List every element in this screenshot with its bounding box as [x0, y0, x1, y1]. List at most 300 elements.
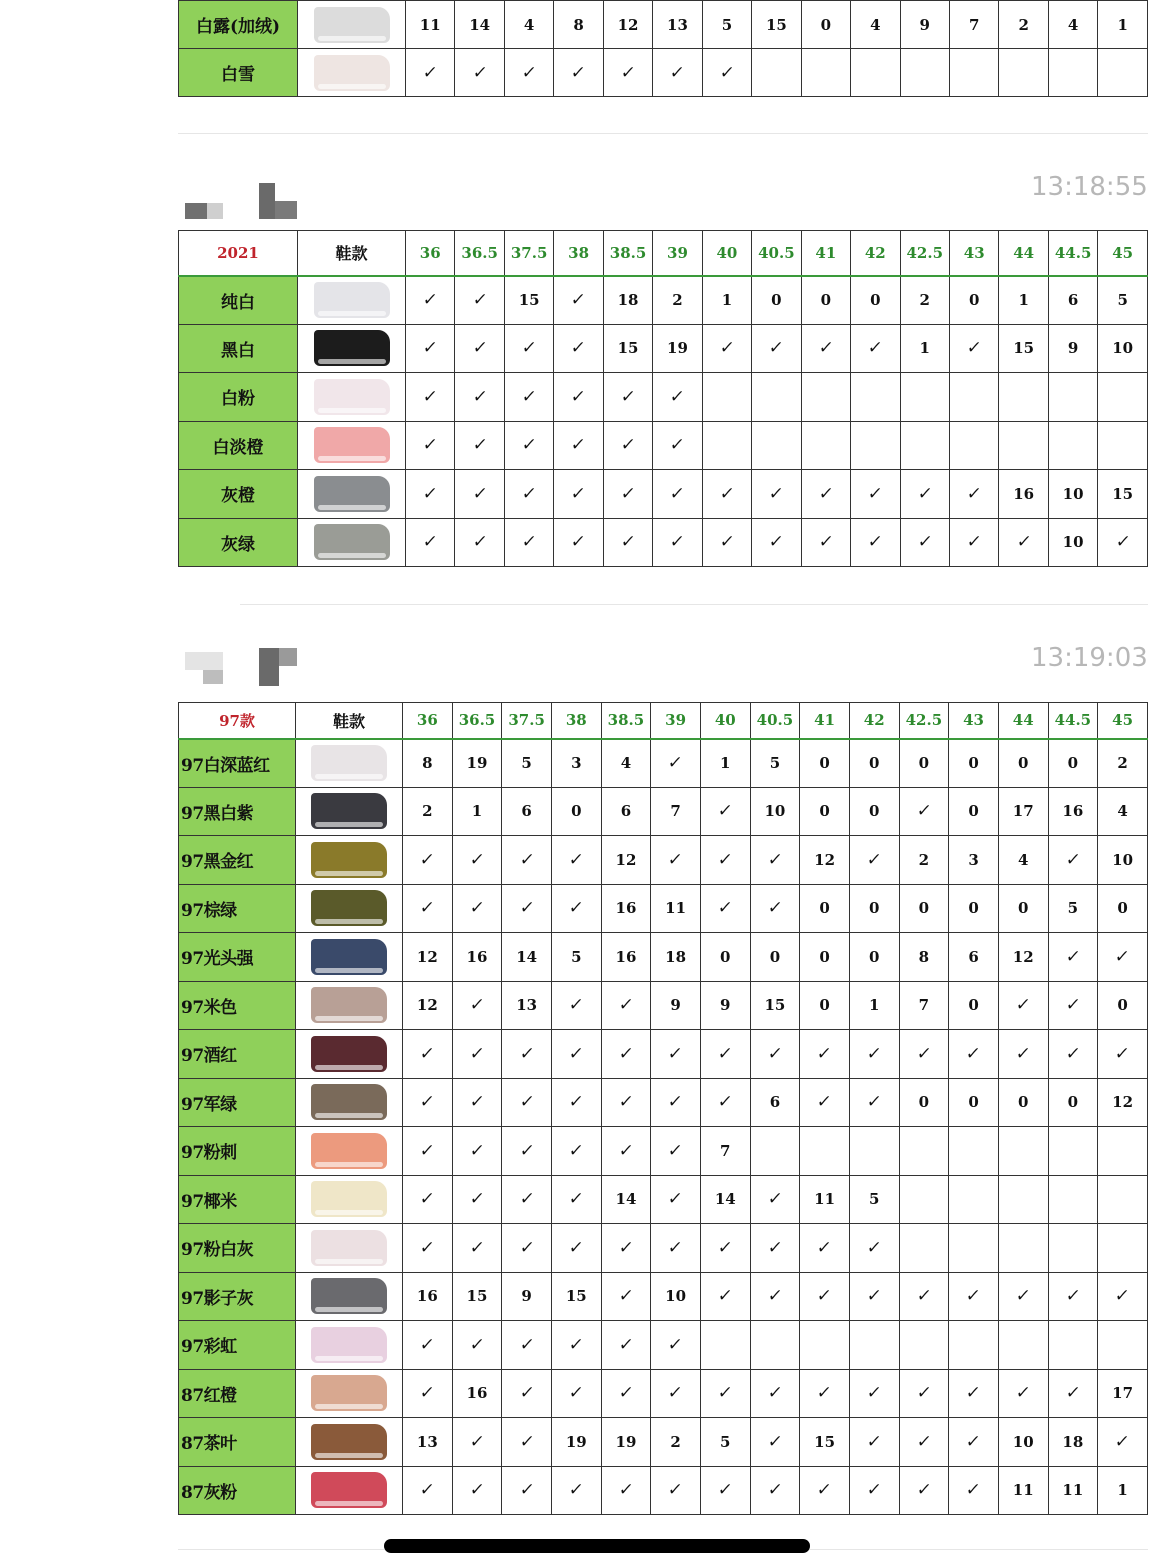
check-mark-icon: ✓	[1114, 1431, 1132, 1452]
shoe-thumbnail-cell	[298, 470, 406, 519]
check-mark-icon: ✓	[421, 338, 439, 359]
in-stock-check-cell	[601, 1321, 651, 1370]
check-mark-icon: ✓	[667, 1140, 685, 1161]
in-stock-check-cell	[502, 1418, 552, 1467]
in-stock-check-cell	[502, 836, 552, 885]
stock-count-cell: 8	[554, 1, 603, 49]
check-mark-icon: ✓	[567, 1140, 585, 1161]
table-row	[179, 1127, 1148, 1176]
table-row	[179, 373, 1148, 422]
check-mark-icon: ✓	[570, 483, 588, 504]
stock-count-cell: 1	[452, 787, 502, 836]
shoe-thumbnail-cell	[296, 1272, 403, 1321]
shoe-colorway-name: 97军绿	[179, 1078, 296, 1127]
check-mark-icon: ✓	[667, 1237, 685, 1258]
in-stock-check-cell	[603, 49, 652, 97]
in-stock-check-cell	[1098, 933, 1148, 982]
stock-count-cell: 0	[949, 739, 999, 788]
stock-count-cell: 3	[949, 836, 999, 885]
in-stock-check-cell	[800, 1224, 850, 1273]
in-stock-check-cell	[406, 324, 455, 373]
stock-count-cell	[1048, 1224, 1098, 1273]
stock-count-cell: 0	[949, 1078, 999, 1127]
in-stock-check-cell	[406, 470, 455, 519]
in-stock-check-cell	[603, 373, 652, 422]
stock-count-cell	[752, 49, 801, 97]
in-stock-check-cell	[601, 1466, 651, 1515]
in-stock-check-cell	[403, 1127, 453, 1176]
size-header: 44	[998, 703, 1048, 739]
in-stock-check-cell	[752, 518, 801, 567]
in-stock-check-cell	[551, 836, 601, 885]
stock-count-cell	[949, 421, 998, 470]
stock-count-cell: 12	[998, 933, 1048, 982]
stock-count-cell: 7	[899, 981, 949, 1030]
in-stock-check-cell	[899, 1418, 949, 1467]
size-header: 43	[949, 231, 998, 276]
check-mark-icon: ✓	[667, 753, 685, 773]
in-stock-check-cell	[455, 324, 504, 373]
stock-count-cell	[801, 373, 850, 422]
stock-count-cell	[899, 1224, 949, 1273]
in-stock-check-cell	[750, 836, 800, 885]
shoe-thumbnail-cell	[296, 1030, 403, 1079]
in-stock-check-cell	[702, 324, 751, 373]
in-stock-check-cell	[949, 1418, 999, 1467]
stock-count-cell: 2	[653, 276, 702, 325]
check-mark-icon: ✓	[418, 1480, 436, 1501]
in-stock-check-cell	[949, 470, 998, 519]
check-mark-icon: ✓	[471, 290, 489, 310]
check-mark-icon: ✓	[915, 801, 933, 822]
stock-count-cell	[750, 1127, 800, 1176]
shoe-thumbnail-cell	[296, 1175, 403, 1224]
check-mark-icon: ✓	[567, 1480, 585, 1501]
check-mark-icon: ✓	[667, 849, 685, 870]
check-mark-icon: ✓	[619, 435, 637, 456]
shoe-image	[311, 987, 387, 1023]
in-stock-check-cell	[452, 836, 502, 885]
stock-count-cell: 14	[601, 1175, 651, 1224]
shoe-thumbnail-cell	[296, 1321, 403, 1370]
check-mark-icon: ✓	[1064, 946, 1082, 967]
stock-count-cell: 6	[1048, 276, 1097, 325]
in-stock-check-cell	[899, 1030, 949, 1079]
shoe-thumbnail-cell	[298, 518, 406, 567]
check-mark-icon: ✓	[965, 532, 983, 553]
check-mark-icon: ✓	[421, 435, 439, 456]
shoe-colorway-name: 黑白	[179, 324, 298, 373]
stock-count-cell: 14	[455, 1, 504, 49]
shoe-colorway-name: 灰橙	[179, 470, 298, 519]
in-stock-check-cell	[700, 884, 750, 933]
size-header: 42	[851, 231, 900, 276]
check-mark-icon: ✓	[817, 338, 835, 359]
size-header: 42.5	[900, 231, 949, 276]
check-mark-icon: ✓	[421, 386, 439, 407]
stock-count-cell: 4	[851, 1, 900, 49]
stock-count-cell: 12	[800, 836, 850, 885]
stock-count-cell: 0	[800, 739, 850, 788]
check-mark-icon: ✓	[667, 1383, 685, 1404]
check-mark-icon: ✓	[916, 532, 934, 553]
size-header: 36	[406, 231, 455, 276]
check-mark-icon: ✓	[766, 1431, 784, 1452]
check-mark-icon: ✓	[965, 1286, 983, 1307]
stock-count-cell	[1098, 1224, 1148, 1273]
table-row	[179, 1369, 1148, 1418]
check-mark-icon: ✓	[418, 1140, 436, 1161]
check-mark-icon: ✓	[965, 1043, 983, 1064]
in-stock-check-cell	[1098, 1272, 1148, 1321]
check-mark-icon: ✓	[667, 1092, 685, 1113]
stock-count-cell	[949, 49, 998, 97]
in-stock-check-cell	[900, 518, 949, 567]
in-stock-check-cell	[504, 49, 553, 97]
in-stock-check-cell	[851, 324, 900, 373]
size-header: 39	[653, 231, 702, 276]
in-stock-check-cell	[502, 1369, 552, 1418]
in-stock-check-cell	[651, 1127, 701, 1176]
check-mark-icon: ✓	[1014, 995, 1032, 1016]
check-mark-icon: ✓	[766, 1043, 784, 1064]
in-stock-check-cell	[452, 1466, 502, 1515]
stock-count-cell	[1098, 1175, 1148, 1224]
in-stock-check-cell	[851, 518, 900, 567]
check-mark-icon: ✓	[865, 1092, 883, 1113]
shoe-thumbnail-cell	[298, 373, 406, 422]
stock-count-cell: 1	[700, 739, 750, 788]
stock-count-cell: 17	[998, 787, 1048, 836]
stock-count-cell	[800, 1127, 850, 1176]
in-stock-check-cell	[601, 1030, 651, 1079]
shoe-thumbnail-cell	[296, 1224, 403, 1273]
shoe-colorway-name: 白淡橙	[179, 421, 298, 470]
in-stock-check-cell	[1098, 1030, 1148, 1079]
check-mark-icon: ✓	[816, 1480, 834, 1501]
check-mark-icon: ✓	[471, 483, 489, 504]
in-stock-check-cell	[554, 421, 603, 470]
sender-avatar-blurred	[185, 648, 300, 688]
shoe-colorway-name: 白雪	[179, 49, 298, 97]
in-stock-check-cell	[406, 276, 455, 325]
stock-count-cell: 15	[452, 1272, 502, 1321]
check-mark-icon: ✓	[866, 483, 884, 504]
check-mark-icon: ✓	[667, 1043, 685, 1064]
shoe-image	[311, 745, 387, 781]
check-mark-icon: ✓	[567, 849, 585, 870]
check-mark-icon: ✓	[716, 1286, 734, 1307]
shoe-image	[314, 282, 390, 318]
in-stock-check-cell	[801, 324, 850, 373]
check-mark-icon: ✓	[468, 995, 486, 1016]
shoe-image	[314, 427, 390, 463]
shoe-thumbnail-cell	[296, 1127, 403, 1176]
stock-table-2021	[178, 230, 1148, 567]
in-stock-check-cell	[403, 836, 453, 885]
check-mark-icon: ✓	[518, 1480, 536, 1501]
in-stock-check-cell	[949, 1030, 999, 1079]
shoe-colorway-name: 87茶叶	[179, 1418, 296, 1467]
shoe-colorway-name: 97椰米	[179, 1175, 296, 1224]
stock-count-cell	[1048, 1321, 1098, 1370]
in-stock-check-cell	[1048, 1272, 1098, 1321]
shoe-colorway-name: 97影子灰	[179, 1272, 296, 1321]
table-row	[179, 1224, 1148, 1273]
check-mark-icon: ✓	[716, 1092, 734, 1113]
in-stock-check-cell	[899, 787, 949, 836]
check-mark-icon: ✓	[816, 1237, 834, 1258]
in-stock-check-cell	[554, 470, 603, 519]
in-stock-check-cell	[702, 49, 751, 97]
check-mark-icon: ✓	[866, 338, 884, 359]
check-mark-icon: ✓	[570, 338, 588, 359]
stock-count-cell: 15	[603, 324, 652, 373]
check-mark-icon: ✓	[866, 532, 884, 553]
stock-count-cell	[899, 1127, 949, 1176]
shoe-thumbnail-cell	[298, 324, 406, 373]
stock-count-cell: 10	[1098, 324, 1148, 373]
table-row	[179, 421, 1148, 470]
stock-count-cell	[800, 1321, 850, 1370]
check-mark-icon: ✓	[816, 1092, 834, 1113]
in-stock-check-cell	[849, 1418, 899, 1467]
check-mark-icon: ✓	[965, 1431, 983, 1452]
stock-count-cell	[1098, 49, 1148, 97]
check-mark-icon: ✓	[766, 849, 784, 870]
check-mark-icon: ✓	[716, 1043, 734, 1064]
size-header: 38	[551, 703, 601, 739]
shoe-image	[311, 1230, 387, 1266]
check-mark-icon: ✓	[766, 1237, 784, 1258]
message-timestamp: 13:18:55	[1031, 172, 1148, 202]
stock-count-cell: 0	[1048, 739, 1098, 788]
check-mark-icon: ✓	[1064, 849, 1082, 870]
in-stock-check-cell	[999, 518, 1048, 567]
stock-count-cell: 15	[750, 981, 800, 1030]
in-stock-check-cell	[653, 49, 702, 97]
stock-count-cell	[1098, 1127, 1148, 1176]
shoe-image	[314, 379, 390, 415]
in-stock-check-cell	[949, 518, 998, 567]
in-stock-check-cell	[750, 1224, 800, 1273]
table-row	[179, 739, 1148, 788]
stock-count-cell: 4	[504, 1, 553, 49]
check-mark-icon: ✓	[916, 483, 934, 504]
in-stock-check-cell	[702, 470, 751, 519]
check-mark-icon: ✓	[520, 338, 538, 359]
stock-count-cell: 2	[651, 1418, 701, 1467]
size-header: 41	[800, 703, 850, 739]
check-mark-icon: ✓	[617, 1334, 635, 1355]
in-stock-check-cell	[452, 1321, 502, 1370]
check-mark-icon: ✓	[567, 1189, 585, 1210]
stock-count-cell	[949, 1321, 999, 1370]
check-mark-icon: ✓	[716, 849, 734, 870]
shoe-image	[314, 524, 390, 560]
check-mark-icon: ✓	[617, 1043, 635, 1064]
in-stock-check-cell	[455, 276, 504, 325]
in-stock-check-cell	[801, 518, 850, 567]
stock-count-cell: 5	[551, 933, 601, 982]
stock-count-cell	[900, 373, 949, 422]
in-stock-check-cell	[700, 1272, 750, 1321]
stock-count-cell: 0	[800, 981, 850, 1030]
in-stock-check-cell	[403, 1224, 453, 1273]
stock-count-cell	[851, 421, 900, 470]
stock-count-cell	[998, 1321, 1048, 1370]
check-mark-icon: ✓	[667, 1334, 685, 1355]
check-mark-icon: ✓	[817, 532, 835, 553]
check-mark-icon: ✓	[1114, 532, 1132, 553]
in-stock-check-cell	[752, 470, 801, 519]
check-mark-icon: ✓	[865, 849, 883, 870]
check-mark-icon: ✓	[468, 1043, 486, 1064]
stock-count-cell	[899, 1175, 949, 1224]
check-mark-icon: ✓	[1015, 532, 1033, 553]
in-stock-check-cell	[551, 884, 601, 933]
in-stock-check-cell	[452, 1224, 502, 1273]
shoe-image	[311, 1036, 387, 1072]
stock-count-cell	[702, 421, 751, 470]
shoe-image	[311, 1424, 387, 1460]
shoe-colorway-name: 97光头强	[179, 933, 296, 982]
in-stock-check-cell	[700, 1078, 750, 1127]
check-mark-icon: ✓	[520, 532, 538, 553]
check-mark-icon: ✓	[418, 1092, 436, 1113]
in-stock-check-cell	[1048, 933, 1098, 982]
in-stock-check-cell	[1048, 1369, 1098, 1418]
table-row	[179, 518, 1148, 567]
in-stock-check-cell	[406, 421, 455, 470]
shoe-thumbnail-cell	[296, 981, 403, 1030]
in-stock-check-cell	[403, 884, 453, 933]
check-mark-icon: ✓	[1064, 1286, 1082, 1307]
in-stock-check-cell	[601, 1272, 651, 1321]
in-stock-check-cell	[452, 981, 502, 1030]
shoe-colorway-name: 97黑白紫	[179, 787, 296, 836]
stock-count-cell	[851, 49, 900, 97]
size-header: 40	[700, 703, 750, 739]
check-mark-icon: ✓	[518, 1237, 536, 1258]
shoe-colorway-name: 白粉	[179, 373, 298, 422]
stock-count-cell	[899, 1321, 949, 1370]
stock-count-cell	[1048, 49, 1097, 97]
in-stock-check-cell	[849, 1224, 899, 1273]
in-stock-check-cell	[502, 1078, 552, 1127]
stock-count-cell	[750, 1321, 800, 1370]
check-mark-icon: ✓	[471, 338, 489, 359]
stock-count-cell: 2	[403, 787, 453, 836]
size-header: 43	[949, 703, 999, 739]
check-mark-icon: ✓	[766, 1383, 784, 1404]
home-indicator[interactable]	[384, 1539, 810, 1553]
in-stock-check-cell	[554, 324, 603, 373]
check-mark-icon: ✓	[667, 1189, 685, 1210]
in-stock-check-cell	[750, 1175, 800, 1224]
stock-count-cell: 15	[551, 1272, 601, 1321]
shoe-thumbnail-cell	[296, 933, 403, 982]
message-timestamp: 13:19:03	[1031, 643, 1148, 673]
stock-count-cell: 16	[452, 1369, 502, 1418]
stock-count-cell: 0	[800, 787, 850, 836]
stock-count-cell: 12	[1098, 1078, 1148, 1127]
stock-count-cell: 5	[849, 1175, 899, 1224]
table-row	[179, 49, 1148, 97]
stock-count-cell: 18	[1048, 1418, 1098, 1467]
size-header: 36.5	[455, 231, 504, 276]
check-mark-icon: ✓	[518, 898, 536, 919]
stock-count-cell: 0	[752, 276, 801, 325]
stock-count-cell: 9	[502, 1272, 552, 1321]
check-mark-icon: ✓	[518, 849, 536, 870]
check-mark-icon: ✓	[567, 1092, 585, 1113]
stock-count-cell: 16	[403, 1272, 453, 1321]
stock-count-cell: 3	[551, 739, 601, 788]
check-mark-icon: ✓	[915, 1431, 933, 1452]
stock-count-cell: 10	[750, 787, 800, 836]
check-mark-icon: ✓	[567, 995, 585, 1016]
stock-count-cell: 0	[998, 739, 1048, 788]
in-stock-check-cell	[849, 836, 899, 885]
shoe-thumbnail-cell	[296, 739, 403, 788]
check-mark-icon: ✓	[471, 532, 489, 553]
check-mark-icon: ✓	[418, 1334, 436, 1355]
stock-count-cell: 2	[900, 276, 949, 325]
shoe-colorway-name: 97彩虹	[179, 1321, 296, 1370]
stock-count-cell: 13	[403, 1418, 453, 1467]
shoe-thumbnail-cell	[296, 1466, 403, 1515]
in-stock-check-cell	[452, 884, 502, 933]
shoe-thumbnail-cell	[298, 421, 406, 470]
stock-count-cell	[700, 1321, 750, 1370]
stock-count-cell: 0	[998, 1078, 1048, 1127]
stock-count-cell: 15	[1098, 470, 1148, 519]
in-stock-check-cell	[455, 421, 504, 470]
shoe-thumbnail-cell	[298, 1, 406, 49]
check-mark-icon: ✓	[965, 1480, 983, 1501]
stock-count-cell: 7	[651, 787, 701, 836]
shoe-image	[311, 939, 387, 975]
table-row	[179, 324, 1148, 373]
check-mark-icon: ✓	[1064, 1043, 1082, 1064]
stock-count-cell	[999, 421, 1048, 470]
in-stock-check-cell	[651, 1321, 701, 1370]
check-mark-icon: ✓	[418, 1043, 436, 1064]
shoe-thumbnail-cell	[296, 1369, 403, 1418]
in-stock-check-cell	[949, 1466, 999, 1515]
shoe-colorway-name: 97棕绿	[179, 884, 296, 933]
stock-count-cell: 0	[849, 933, 899, 982]
shoe-colorway-name: 灰绿	[179, 518, 298, 567]
stock-count-cell: 5	[750, 739, 800, 788]
in-stock-check-cell	[601, 1127, 651, 1176]
in-stock-check-cell	[502, 1175, 552, 1224]
stock-count-cell: 0	[849, 739, 899, 788]
stock-table-97	[178, 702, 1148, 1515]
size-header: 40.5	[752, 231, 801, 276]
check-mark-icon: ✓	[668, 62, 687, 83]
table-row	[179, 1175, 1148, 1224]
in-stock-check-cell	[554, 276, 603, 325]
stock-count-cell: 19	[551, 1418, 601, 1467]
stock-count-cell: 2	[999, 1, 1048, 49]
stock-count-cell	[998, 1224, 1048, 1273]
check-mark-icon: ✓	[865, 1383, 883, 1404]
in-stock-check-cell	[801, 470, 850, 519]
check-mark-icon: ✓	[766, 1286, 784, 1307]
in-stock-check-cell	[504, 373, 553, 422]
